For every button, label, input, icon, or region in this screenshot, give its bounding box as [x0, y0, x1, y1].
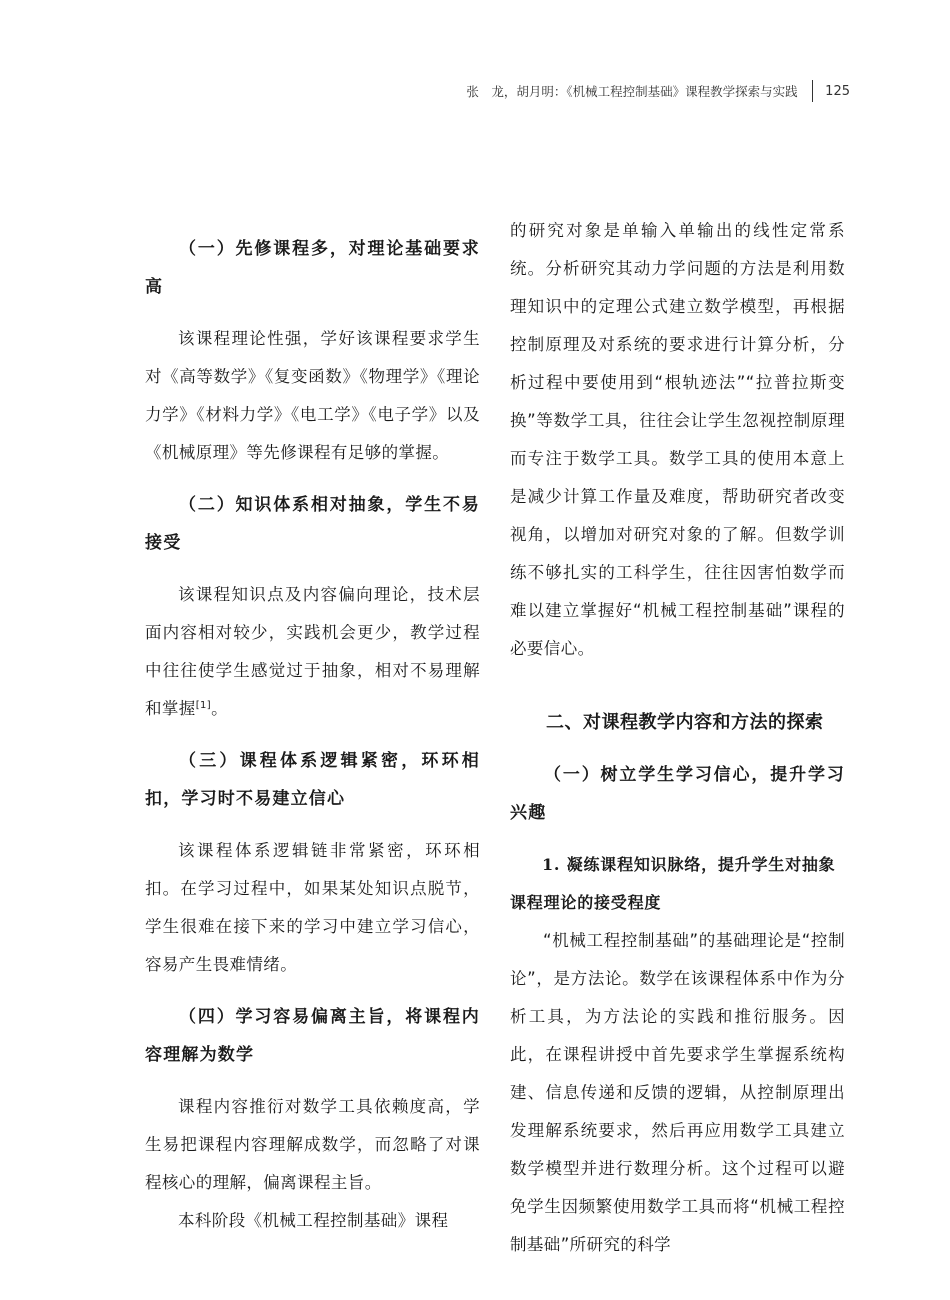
paragraph-continued: 的研究对象是单输入单输出的线性定常系统。分析研究其动力学问题的方法是利用数理知识中的定理公式建立数学模型，再根据控制原理及对系统的要求进行计算分析，分析过程中要使用到“根轨迹法”“拉普拉斯变换”等数学工具，往往会让学生忽视控制原理而专注于数学工具。数学工具的使用本意上是减少计算工作量及难度，帮助研究者改变视角，以增加对研究对象的了解。但数学训练不够扎实的工科学生，往往因害怕数学而难以建立掌握好“机械工程控制基础”课程的必要信心。 [510, 221, 845, 658]
paragraph-abstract-knowledge: 该课程知识点及内容偏向理论，技术层面内容相对较少，实践机会更少，教学过程中往往使学生感觉过于抽象，相对不易理解和掌握[1]。 [145, 585, 480, 718]
section-heading-exploration: 二、对课程教学内容和方法的探索 [546, 712, 824, 733]
left-column [145, 230, 480, 1240]
heading-deviation: （四）学习容易偏离主旨，将课程内容理解为数学 [145, 1007, 480, 1065]
heading-abstract-knowledge: （二）知识体系相对抽象，学生不易接受 [145, 495, 480, 553]
paragraph-undergraduate: 本科阶段《机械工程控制基础》课程 [178, 1211, 449, 1230]
paragraph-tight-logic: 该课程体系逻辑链非常紧密，环环相扣。在学习过程中，如果某处知识点脱节，学生很难在接下来的学习中建立学习信心，容易产生畏难情绪。 [145, 841, 480, 974]
right-column [510, 212, 845, 1264]
paragraph-deviation: 课程内容推衍对数学工具依赖度高，学生易把课程内容理解成数学，而忽略了对课程核心的理解，偏离课程主旨。 [145, 1097, 480, 1192]
header-divider [812, 80, 814, 102]
paragraph-prerequisites: 该课程理论性强，学好该课程要求学生对《高等数学》《复变函数》《物理学》《理论力学》《材料力学》《电工学》《电子学》以及《机械原理》等先修课程有足够的掌握。 [145, 329, 480, 462]
citation-ref: [1] [195, 700, 212, 711]
heading-prerequisites: （一）先修课程多，对理论基础要求高 [145, 239, 480, 297]
paragraph-control-theory: “机械工程控制基础”的基础理论是“控制论”，是方法论。数学在该课程体系中作为分析工具，为方法论的实践和推衍服务。因此，在课程讲授中首先要求学生掌握系统构建、信息传递和反馈的逻辑，从控制原理出发理解系统要求，然后再应用数学工具建立数学模型并进行数理分析。这个过程可以避免学生因频繁使用数学工具而将“机械工程控制基础”所研究的科学 [510, 931, 845, 1254]
heading-tight-logic: （三）课程体系逻辑紧密，环环相扣，学习时不易建立信心 [145, 751, 480, 809]
page-number: 125 [825, 83, 850, 99]
running-header [466, 80, 850, 102]
running-title: 张 龙，胡月明：《机械工程控制基础》课程教学探索与实践 [466, 84, 798, 99]
heading-build-confidence: （一）树立学生学习信心，提升学习兴趣 [510, 765, 845, 823]
heading-refine-knowledge: 1. 凝练课程知识脉络，提升学生对抽象课程理论的接受程度 [510, 855, 836, 912]
